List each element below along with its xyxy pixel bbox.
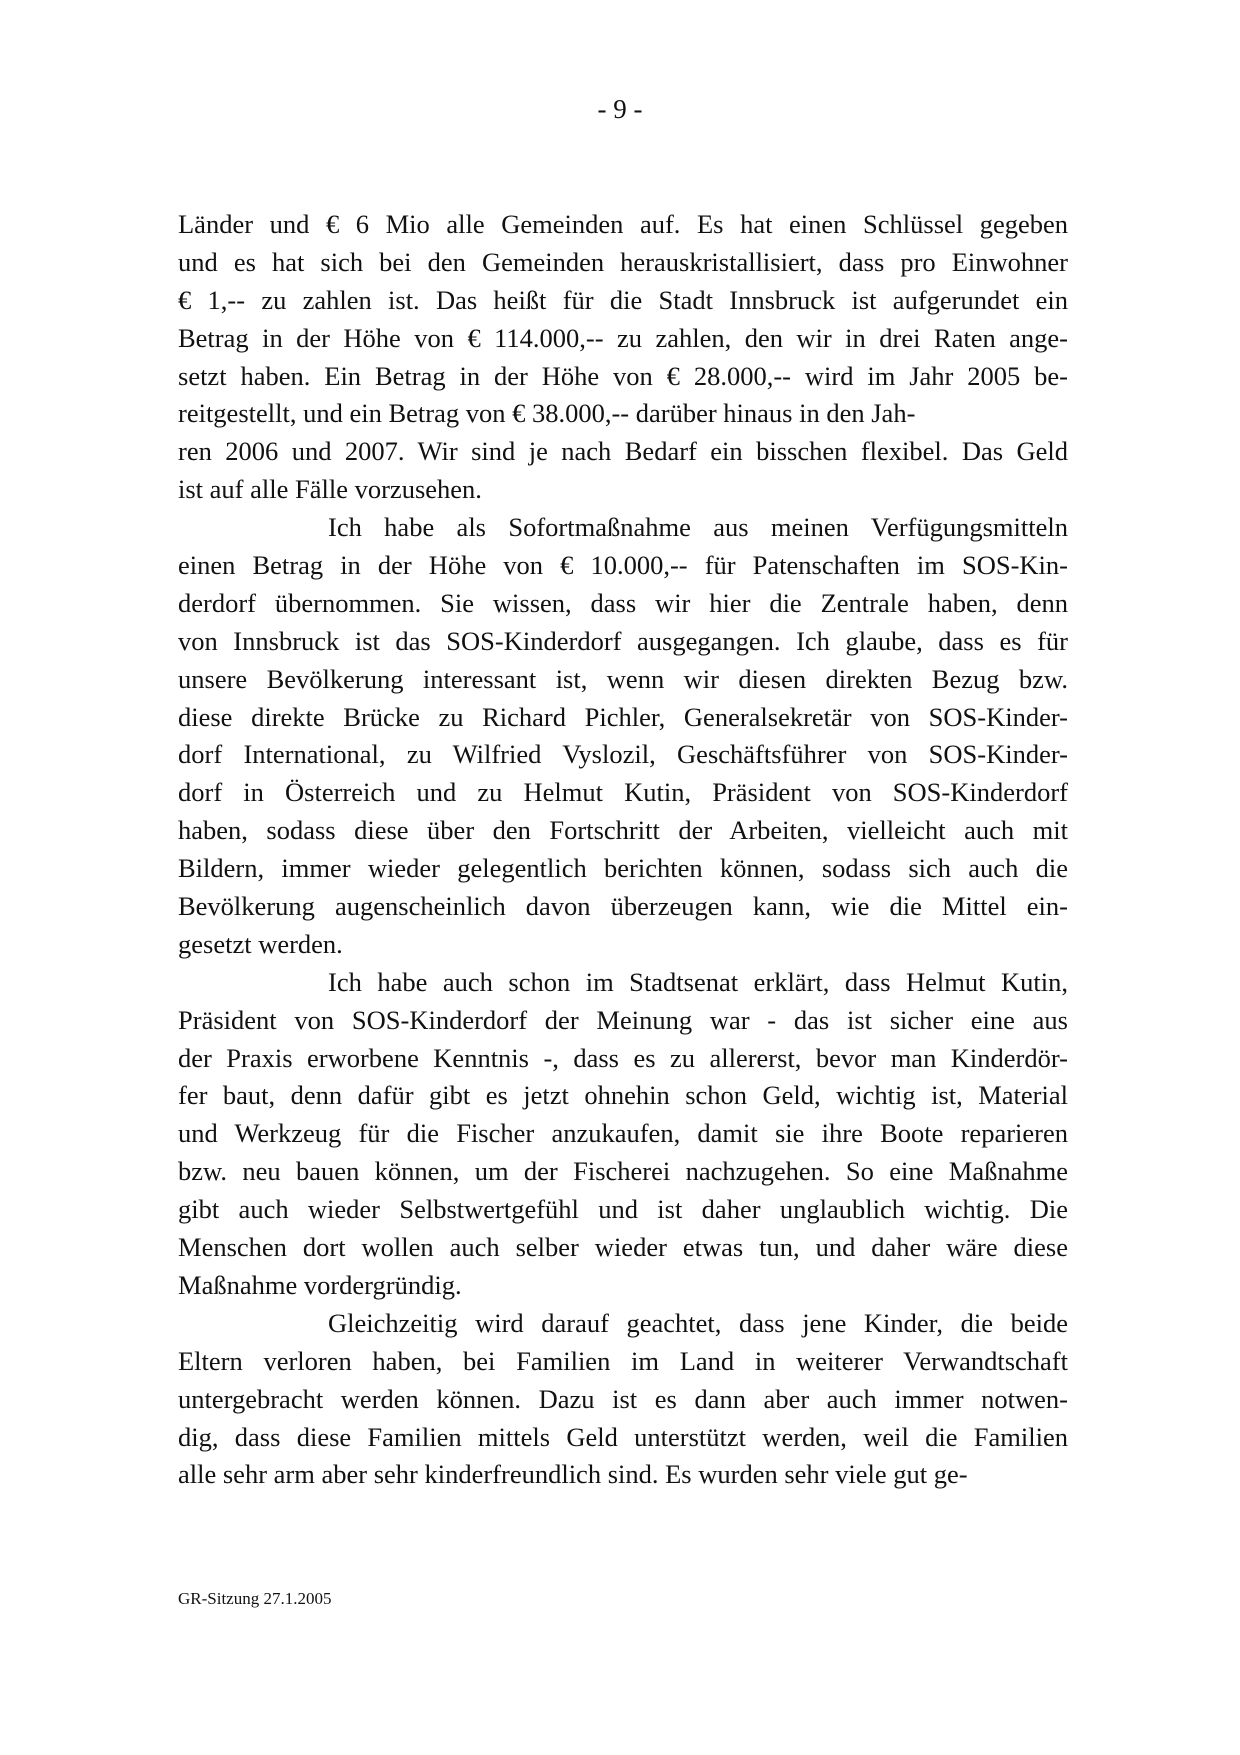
text-line: dig, dass diese Familien mittels Geld unterstützt werden, weil die Familien [178, 1421, 1068, 1452]
paragraph [178, 206, 1068, 509]
text-line: Präsident von SOS-Kinderdorf der Meinung war - das ist sicher eine aus [178, 1004, 1068, 1035]
text-line: € 1,-- zu zahlen ist. Das heißt für die Stadt Innsbruck ist aufgerundet ein [178, 284, 1068, 315]
text-line: derdorf übernommen. Sie wissen, dass wir hier die Zentrale haben, denn [178, 587, 1068, 618]
text-line: fer baut, denn dafür gibt es jetzt ohnehin schon Geld, wichtig ist, Material [178, 1080, 1068, 1111]
text-line: ren 2006 und 2007. Wir sind je nach Bedarf ein bisschen flexibel. Das Geld [178, 436, 1068, 467]
text-line: Ich habe als Sofortmaßnahme aus meinen Verfügungsmitteln [328, 512, 1068, 543]
text-line: Gleichzeitig wird darauf geachtet, dass jene Kinder, die beide [328, 1307, 1068, 1338]
text-line: setzt haben. Ein Betrag in der Höhe von € 28.000,-- wird im Jahr 2005 be- [178, 360, 1068, 391]
text-line: von Innsbruck ist das SOS-Kinderdorf ausgegangen. Ich glaube, dass es für [178, 625, 1068, 656]
text-line: untergebracht werden können. Dazu ist es dann aber auch immer notwen- [178, 1383, 1068, 1414]
text-line: Bildern, immer wieder gelegentlich berichten können, sodass sich auch die [178, 853, 1068, 884]
text-line: gibt auch wieder Selbstwertgefühl und ist daher unglaublich wichtig. Die [178, 1194, 1068, 1225]
text-line: dorf in Österreich und zu Helmut Kutin, Präsident von SOS-Kinderdorf [178, 777, 1068, 808]
text-line: dorf International, zu Wilfried Vyslozil, Geschäftsführer von SOS-Kinder- [178, 739, 1068, 770]
text-line: haben, sodass diese über den Fortschritt der Arbeiten, vielleicht auch mit [178, 815, 1068, 846]
text-line: Eltern verloren haben, bei Familien im Land in weiterer Verwandtschaft [178, 1345, 1068, 1376]
page-number: - 9 - [597, 94, 643, 124]
page-footer: GR-Sitzung 27.1.2005 [178, 1589, 332, 1608]
text-line: gesetzt werden. [178, 928, 343, 959]
text-line: Länder und € 6 Mio alle Gemeinden auf. Es hat einen Schlüssel gegeben [178, 209, 1068, 239]
paragraph [178, 964, 1068, 1305]
text-line: und Werkzeug für die Fischer anzukaufen, damit sie ihre Boote reparieren [178, 1118, 1068, 1149]
text-line: diese direkte Brücke zu Richard Pichler, Generalsekretär von SOS-Kinder- [178, 701, 1068, 732]
text-line: Bevölkerung augenscheinlich davon überzeugen kann, wie die Mittel ein- [178, 891, 1068, 922]
text-line: einen Betrag in der Höhe von € 10.000,-- für Patenschaften im SOS-Kin- [178, 550, 1068, 581]
text-line: Betrag in der Höhe von € 114.000,-- zu zahlen, den wir in drei Raten ange- [178, 322, 1068, 353]
paragraph [178, 1305, 1068, 1494]
text-line: reitgestellt, und ein Betrag von € 38.000,-- darüber hinaus in den Jah- [178, 398, 916, 429]
text-line: Menschen dort wollen auch selber wieder etwas tun, und daher wäre diese [178, 1232, 1068, 1263]
text-line: alle sehr arm aber sehr kinderfreundlich sind. Es wurden sehr viele gut ge- [178, 1459, 968, 1490]
body-text [178, 206, 1068, 1494]
text-line: der Praxis erworbene Kenntnis -, dass es zu allererst, bevor man Kinderdör- [178, 1042, 1068, 1073]
text-line: bzw. neu bauen können, um der Fischerei nachzugehen. So eine Maßnahme [178, 1156, 1068, 1187]
text-line: unsere Bevölkerung interessant ist, wenn wir diesen direkten Bezug bzw. [178, 663, 1068, 694]
text-line: Ich habe auch schon im Stadtsenat erklärt, dass Helmut Kutin, [328, 966, 1068, 997]
text-line: und es hat sich bei den Gemeinden herauskristallisiert, dass pro Einwohner [178, 246, 1068, 277]
text-line: ist auf alle Fälle vorzusehen. [178, 474, 482, 505]
text-line: Maßnahme vordergründig. [178, 1269, 462, 1300]
paragraph [178, 509, 1068, 964]
